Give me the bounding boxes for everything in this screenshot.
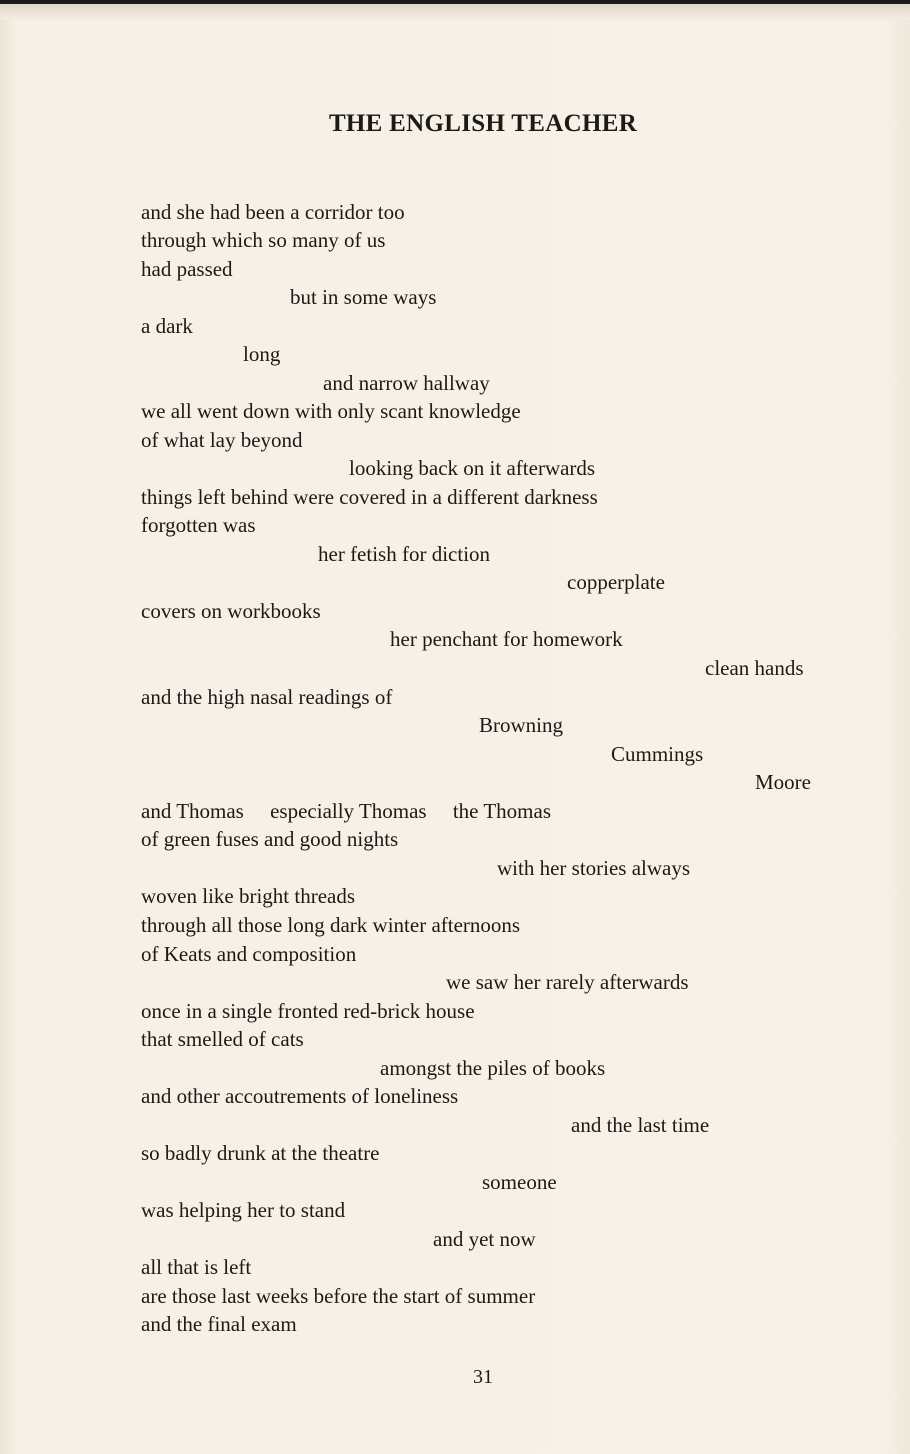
poem-line: Moore: [755, 770, 811, 794]
poem-line: covers on workbooks: [141, 599, 321, 623]
poem-line: things left behind were covered in a different darkness: [141, 485, 598, 509]
poem-line: long: [243, 342, 281, 366]
poem-line: Cummings: [611, 742, 704, 766]
poem-line: her penchant for homework: [390, 627, 623, 651]
poem-line: and the final exam: [141, 1312, 297, 1336]
poem-line: we saw her rarely afterwards: [446, 970, 689, 994]
poem-line: once in a single fronted red-brick house: [141, 999, 475, 1023]
poem-line: of green fuses and good nights: [141, 827, 399, 851]
poem-line: through all those long dark winter afternoons: [141, 913, 521, 937]
poem-line: with her stories always: [497, 856, 691, 880]
poem-line: so badly drunk at the theatre: [141, 1141, 380, 1165]
poem-line: clean hands: [705, 656, 804, 680]
poem-line: and the last time: [571, 1113, 710, 1137]
poem-line: copperplate: [567, 570, 665, 594]
poem-line: her fetish for diction: [318, 542, 491, 566]
poem-line: looking back on it afterwards: [349, 456, 596, 480]
poem-line: of what lay beyond: [141, 428, 303, 452]
poem-line: amongst the piles of books: [380, 1056, 606, 1080]
poem-title: THE ENGLISH TEACHER: [328, 110, 638, 137]
poem-line: woven like bright threads: [141, 884, 356, 908]
poem-line: and yet now: [433, 1227, 536, 1251]
poem-line: and Thomas especially Thomas the Thomas: [141, 799, 552, 823]
page-number: 31: [473, 1366, 493, 1388]
poem-line: and other accoutrements of loneliness: [141, 1084, 459, 1108]
poem-line: are those last weeks before the start of summer: [141, 1284, 536, 1308]
poem-line: we all went down with only scant knowledge: [141, 399, 521, 423]
poem-line: of Keats and composition: [141, 942, 357, 966]
top-edge-shadow: [0, 4, 910, 20]
poem-line: forgotten was: [141, 513, 256, 537]
poem-line: and she had been a corridor too: [141, 200, 405, 224]
poem-line: someone: [482, 1170, 557, 1194]
poem-line: and narrow hallway: [323, 371, 490, 395]
poem-line: and the high nasal readings of: [141, 685, 393, 709]
poem-line: had passed: [141, 257, 233, 281]
poem-line: all that is left: [141, 1255, 252, 1279]
poem-line: but in some ways: [290, 285, 437, 309]
poem-line: was helping her to stand: [141, 1198, 346, 1222]
poem-line: Browning: [479, 713, 563, 737]
poem-line: a dark: [141, 314, 193, 338]
poem-line: through which so many of us: [141, 228, 386, 252]
poem-line: that smelled of cats: [141, 1027, 304, 1051]
